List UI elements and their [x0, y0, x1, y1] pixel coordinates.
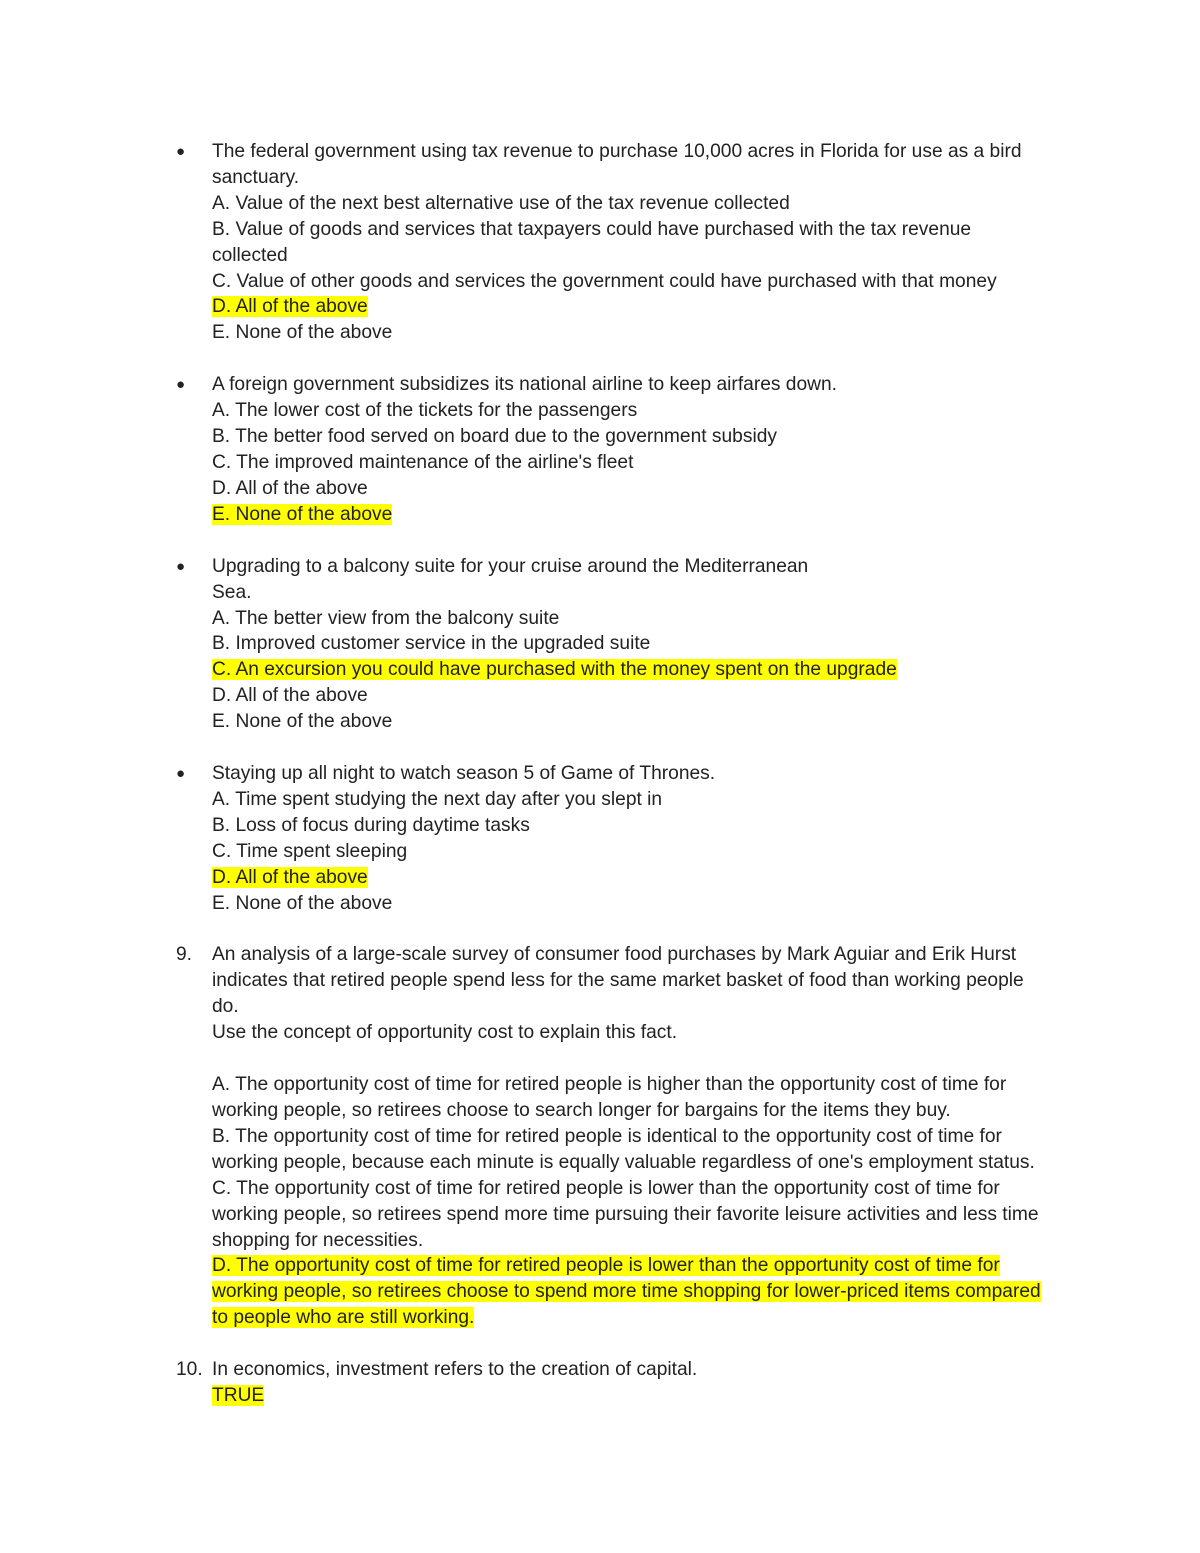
bullet-marker: ● [176, 376, 186, 394]
list-number: 10. [176, 1359, 203, 1381]
answer-option [212, 839, 1072, 865]
bullet-marker: ● [176, 557, 186, 575]
answer-option [212, 398, 1072, 424]
question-item [0, 942, 1072, 1331]
answer-option-text: shopping for necessities. [212, 1229, 424, 1251]
answer-option [212, 787, 1072, 813]
answer-option-text: C. Value of other goods and services the government could have purchased with that money [212, 270, 997, 292]
question-stem-line: In economics, investment refers to the creation of capital. [212, 1359, 698, 1381]
bullet-marker: ● [176, 765, 186, 783]
answer-option-text: B. The opportunity cost of time for retired people is identical to the opportunity cost of time for [212, 1125, 1002, 1147]
answer-option-text: working people, so retirees spend more time pursuing their favorite leisure activities and less time [212, 1203, 1039, 1225]
answer-option-text: working people, so retirees choose to spend more time shopping for lower-priced items compared [212, 1281, 1041, 1303]
answer-option-text: D. All of the above [212, 477, 368, 499]
answer-option-highlighted [212, 657, 1072, 683]
answer-option-text: B. The better food served on board due to the government subsidy [212, 426, 777, 448]
answer-option [212, 709, 1072, 735]
answer-option-highlighted [212, 502, 1072, 528]
answer-option [212, 813, 1072, 839]
answer-option-text: A. The better view from the balcony suite [212, 607, 560, 629]
answer-option-text: B. Improved customer service in the upgraded suite [212, 633, 651, 655]
answer-option-text: to people who are still working. [212, 1307, 475, 1329]
answer-option-text: TRUE [212, 1385, 265, 1407]
question-stem-line: indicates that retired people spend less for the same market basket of food than working people [212, 970, 1024, 992]
answer-option-text: A. The opportunity cost of time for retired people is higher than the opportunity cost of time for [212, 1074, 1007, 1096]
question-stem-line: An analysis of a large-scale survey of consumer food purchases by Mark Aguiar and Erik Hurst [212, 944, 1017, 966]
question-stem-line: do. [212, 996, 239, 1018]
answer-option-text: C. The improved maintenance of the airline's fleet [212, 451, 634, 473]
blank-line [212, 1046, 1072, 1072]
question-stem-line: Upgrading to a balcony suite for your cruise around the Mediterranean [212, 555, 809, 577]
document-page [0, 139, 1200, 1435]
answer-option-text: C. Time spent sleeping [212, 840, 408, 862]
answer-option-text: D. All of the above [212, 866, 368, 888]
answer-option-text: C. An excursion you could have purchased with the money spent on the upgrade [212, 659, 897, 681]
answer-option-text: A. Time spent studying the next day after you slept in [212, 788, 663, 810]
answer-option-text: B. Value of goods and services that taxpayers could have purchased with the tax revenue [212, 218, 972, 240]
answer-option [212, 631, 1072, 657]
answer-option-text: E. None of the above [212, 892, 393, 914]
answer-option [212, 450, 1072, 476]
answer-option-highlighted [212, 1383, 1072, 1409]
answer-option-text: C. The opportunity cost of time for retired people is lower than the opportunity cost of time for [212, 1177, 1000, 1199]
answer-option [212, 606, 1072, 632]
answer-option [212, 191, 1072, 217]
answer-option-text: D. All of the above [212, 296, 368, 318]
answer-option-text: working people, because each minute is equally valuable regardless of one's employment status. [212, 1151, 1035, 1173]
answer-option [212, 476, 1072, 502]
question-stem-line: The federal government using tax revenue to purchase 10,000 acres in Florida for use as a bird [212, 141, 1022, 162]
answer-option [212, 424, 1072, 450]
answer-option [212, 891, 1072, 917]
question-item [0, 139, 1072, 346]
answer-option-text: E. None of the above [212, 503, 393, 525]
answer-option [212, 1072, 1072, 1124]
answer-option [212, 1124, 1072, 1176]
answer-option [212, 269, 1072, 295]
answer-option [212, 683, 1072, 709]
answer-option-highlighted [212, 865, 1072, 891]
question-item [0, 554, 1072, 735]
answer-option-text: A. The lower cost of the tickets for the passengers [212, 400, 638, 422]
answer-option [212, 217, 1072, 269]
question-item [0, 372, 1072, 527]
answer-option-text: E. None of the above [212, 322, 393, 344]
answer-option-text: E. None of the above [212, 711, 393, 733]
question-item [0, 761, 1072, 916]
answer-option-text: working people, so retirees choose to search longer for bargains for the items they buy. [212, 1100, 951, 1121]
answer-option-text: B. Loss of focus during daytime tasks [212, 814, 530, 836]
question-stem-line: Sea. [212, 581, 252, 603]
answer-option-text: D. The opportunity cost of time for retired people is lower than the opportunity cost of time for [212, 1255, 1000, 1277]
answer-option-text: D. All of the above [212, 685, 368, 707]
answer-option-highlighted [212, 1253, 1072, 1331]
answer-option-highlighted [212, 294, 1072, 320]
answer-option [212, 1176, 1072, 1254]
question-stem-line: sanctuary. [212, 166, 300, 188]
question-stem-line: Use the concept of opportunity cost to explain this fact. [212, 1022, 678, 1044]
bullet-marker: ● [176, 143, 186, 160]
answer-option-text: collected [212, 244, 288, 266]
question-stem-line: Staying up all night to watch season 5 of Game of Thrones. [212, 763, 716, 785]
list-number: 9. [176, 944, 193, 966]
answer-option [212, 320, 1072, 346]
question-item [0, 1357, 1072, 1409]
answer-option-text: A. Value of the next best alternative use of the tax revenue collected [212, 192, 790, 214]
question-stem-line: A foreign government subsidizes its national airline to keep airfares down. [212, 374, 838, 396]
